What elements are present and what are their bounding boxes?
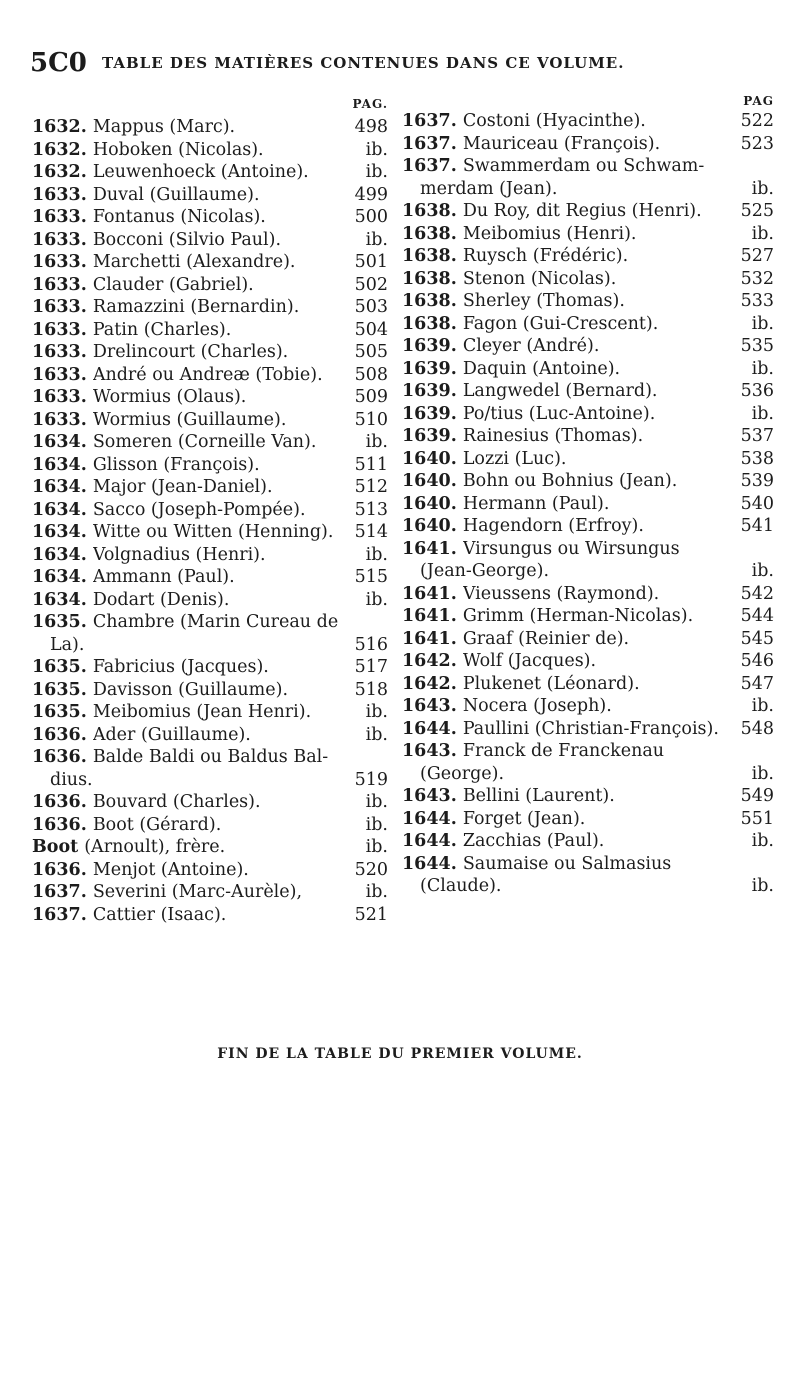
entry-page: 508 [354,364,388,385]
entry-name: Marchetti (Alexandre). [92,252,296,272]
entry-page: ib. [365,229,388,250]
entry-name: Swammerdam ou Schwam- [462,156,705,176]
toc-entry-first-line [32,746,388,769]
toc-entry [402,605,774,628]
entry-year: 1638. [402,313,457,334]
left-wrapped-2 [32,746,388,791]
right-entries-2 [402,200,774,538]
entry-page: 542 [740,583,774,604]
entry-year: 1633. [32,229,87,250]
entry-page: 516 [354,634,388,655]
toc-entry [32,679,388,702]
entry-name: Patin (Charles). [92,319,232,340]
entry-name: Menjot (Antoine). [92,859,249,880]
right-wrapped-4 [402,853,774,898]
entry-name: Paullini (Christian-François). [462,718,719,739]
entry-year: 1643. [402,741,457,761]
entry-name: Duval (Guillaume). [92,184,260,205]
entry-page: ib. [365,837,388,857]
entry-year: 1633. [32,184,87,205]
entry-year: 1633. [32,252,87,272]
entry-name: Davisson (Guillaume). [92,679,289,700]
entry-year: 1634. [32,454,87,475]
entry-year: 1641. [402,583,457,604]
entry-year: 1639. [402,403,457,424]
entry-name: Dodart (Denis). [92,589,230,610]
entry-page: ib. [751,178,774,199]
toc-entry [402,380,774,403]
entry-page: 532 [740,268,774,289]
entry-page: 520 [354,859,388,880]
toc-entry [32,386,388,409]
toc-entry-first-line [402,853,774,876]
toc-entry [32,251,388,274]
entry-name: Cleyer (André). [462,336,600,356]
entry-name: Ruysch (Frédéric). [462,246,629,266]
entry-name: Clauder (Gabriel). [92,274,254,295]
entry-year: 1634. [32,432,87,452]
entry-page: 509 [354,387,388,407]
toc-entry [32,904,388,927]
entry-name: Drelincourt (Charles). [92,342,289,362]
entry-name: Bouvard (Charles). [92,792,261,812]
entry-name: Hagendorn (Erfroy). [462,516,644,536]
entry-page: ib. [365,139,388,160]
entry-page: 533 [740,291,774,311]
entry-year: 1635. [32,702,87,722]
entry-year: 1638. [402,246,457,266]
entry-page: 522 [740,111,774,131]
right-wrapped-1 [402,155,774,200]
entry-year: 1644. [402,718,457,739]
entry-year: 1640. [402,471,457,491]
entry-year: 1635. [32,679,87,700]
entry-page: ib. [751,696,774,716]
entry-year: 1643. [402,786,457,806]
entry-year: 1641. [402,628,457,649]
toc-entry [32,701,388,724]
entry-page: 523 [740,133,774,154]
entry-name-continued: (George). [420,763,505,784]
toc-entry [402,515,774,538]
entry-year: Boot [32,837,79,857]
entry-year: 1640. [402,448,457,469]
toc-entry [402,290,774,313]
left-entries-2 [32,656,388,746]
entry-year: 1636. [32,859,87,880]
entry-name: Bocconi (Silvio Paul). [92,229,282,250]
entry-page: 539 [740,471,774,491]
toc-entry-first-line [402,740,774,763]
entry-year: 1639. [402,426,457,446]
toc-entry-continuation [32,634,388,657]
entry-year: 1637. [32,882,87,902]
entry-name: Meibomius (Henri). [462,223,637,244]
toc-entry [402,358,774,381]
right-entries-1 [402,110,774,155]
entry-page: 512 [354,477,388,497]
entry-name: Grimm (Herman-Nicolas). [462,606,694,626]
entry-page: 548 [740,718,774,739]
entry-page: 498 [354,117,388,137]
entry-name: Plukenet (Léonard). [462,673,640,694]
entry-page: 521 [354,904,388,925]
toc-entry [32,274,388,297]
entry-name: Witte ou Witten (Henning). [92,522,334,542]
entry-name: Mappus (Marc). [92,117,236,137]
right-entries-3 [402,583,774,741]
toc-entry [402,785,774,808]
toc-entry [32,814,388,837]
entry-name: Wormius (Olaus). [92,387,247,407]
toc-entry [32,161,388,184]
toc-entry [402,650,774,673]
toc-entry [402,583,774,606]
toc-entry [32,206,388,229]
entry-name: Severini (Marc-Aurèle), [92,882,303,902]
entry-name: Virsungus ou Wirsungus [462,538,680,559]
right-entries-4 [402,785,774,853]
entry-name: Po/tius (Luc-Antoine). [462,403,656,424]
toc-entry [32,566,388,589]
entry-name: Leuwenhoeck (Antoine). [92,162,309,182]
entry-name: Langwedel (Bernard). [462,381,658,401]
entry-year: 1633. [32,207,87,227]
entry-name: Balde Baldi ou Baldus Bal- [92,747,329,767]
right-wrapped-3 [402,740,774,785]
entry-name: Ammann (Paul). [92,567,235,587]
toc-entry [32,364,388,387]
entry-year: 1637. [32,904,87,925]
toc-entry [402,335,774,358]
toc-entry [402,448,774,471]
entry-page: ib. [365,544,388,565]
toc-entry [32,184,388,207]
entry-name: Volgnadius (Henri). [92,544,266,565]
entry-page: 505 [354,342,388,362]
toc-entry-first-line [402,155,774,178]
entry-year: 1633. [32,319,87,340]
entry-name: Franck de Franckenau [462,741,665,761]
entry-year: 1634. [32,589,87,610]
entry-name: Nocera (Joseph). [462,696,612,716]
entry-page: 501 [354,252,388,272]
entry-page: 503 [354,297,388,317]
left-entries-3 [32,791,388,926]
toc-entry [402,808,774,831]
entry-page: 546 [740,651,774,671]
entry-page: ib. [365,702,388,722]
entry-page: 538 [740,448,774,469]
entry-name: Meibomius (Jean Henri). [92,702,312,722]
toc-entry [32,319,388,342]
toc-entry [32,859,388,882]
entry-page: 502 [354,274,388,295]
toc-entry [32,544,388,567]
toc-entry [32,116,388,139]
toc-entry-first-line [32,611,388,634]
entry-page: 514 [354,522,388,542]
entry-year: 1637. [402,111,457,131]
entry-year: 1636. [32,724,87,745]
entry-page: 510 [354,409,388,430]
toc-entry-continuation [402,875,774,898]
entry-year: 1642. [402,651,457,671]
entry-page: 540 [740,493,774,514]
entry-name: Rainesius (Thomas). [462,426,644,446]
entry-page: ib. [365,724,388,745]
entry-name-continued: (Claude). [420,876,502,896]
left-wrapped-1 [32,611,388,656]
entry-page: ib. [365,814,388,835]
entry-year: 1634. [32,477,87,497]
entry-year: 1637. [402,156,457,176]
entry-page: ib. [751,876,774,896]
toc-entry [32,476,388,499]
entry-page: 527 [740,246,774,266]
left-pag-label: PAG. [352,97,388,111]
entry-name: (Arnoult), frère. [84,837,226,857]
entry-name: Graaf (Reinier de). [462,628,630,649]
entry-name: Lozzi (Luc). [462,448,567,469]
entry-page: 536 [740,381,774,401]
entry-name: Ramazzini (Bernardin). [92,297,300,317]
entry-name-continued: (Jean-George). [420,561,550,581]
entry-year: 1638. [402,201,457,221]
entry-name: Mauriceau (François). [462,133,661,154]
entry-year: 1637. [402,133,457,154]
toc-entry [402,628,774,651]
toc-entry [402,493,774,516]
entry-year: 1632. [32,117,87,137]
entry-name: Costoni (Hyacinthe). [462,111,646,131]
entry-page: ib. [751,223,774,244]
toc-entry [32,499,388,522]
entry-page: ib. [365,589,388,610]
entry-page: 525 [740,201,774,221]
entry-page: ib. [751,403,774,424]
entry-year: 1634. [32,567,87,587]
toc-entry [32,229,388,252]
entry-year: 1636. [32,814,87,835]
entry-year: 1633. [32,387,87,407]
entry-page: 517 [354,657,388,677]
toc-entry [402,673,774,696]
entry-year: 1634. [32,544,87,565]
entry-name: Bohn ou Bohnius (Jean). [462,471,678,491]
entry-name: Boot (Gérard). [92,814,222,835]
entry-name-continued: merdam (Jean). [420,178,558,199]
toc-entry [402,425,774,448]
toc-entry [402,245,774,268]
entry-page: ib. [365,882,388,902]
entry-page: 544 [740,606,774,626]
entry-page: ib. [751,763,774,784]
entry-year: 1640. [402,516,457,536]
entry-page: ib. [365,792,388,812]
entry-year: 1634. [32,522,87,542]
entry-name: Saumaise ou Salmasius [462,853,672,874]
entry-year: 1638. [402,223,457,244]
toc-entry [402,695,774,718]
entry-name: Daquin (Antoine). [462,358,621,379]
entry-year: 1634. [32,499,87,520]
entry-name: Hoboken (Nicolas). [92,139,264,160]
entry-name-continued: dius. [50,769,93,790]
entry-year: 1633. [32,364,87,385]
entry-page: 545 [740,628,774,649]
entry-name: Zacchias (Paul). [462,831,605,851]
end-of-table-note: FIN DE LA TABLE DU PREMIER VOLUME. [217,1046,583,1062]
toc-entry [402,403,774,426]
entry-year: 1635. [32,657,87,677]
toc-entry-continuation [402,560,774,583]
toc-entry [402,470,774,493]
entry-year: 1635. [32,612,87,632]
entry-page: 499 [354,184,388,205]
toc-entry [32,724,388,747]
entry-page: ib. [365,432,388,452]
entry-year: 1633. [32,297,87,317]
entry-year: 1639. [402,358,457,379]
entry-page: 535 [740,336,774,356]
entry-page: 541 [740,516,774,536]
entry-year: 1644. [402,808,457,829]
entry-name: Major (Jean-Daniel). [92,477,273,497]
entry-page: ib. [751,561,774,581]
toc-entry-continuation [402,763,774,786]
page-number: 5C0 [30,48,87,78]
entry-name: Ader (Guillaume). [92,724,251,745]
entry-name: Fabricius (Jacques). [92,657,269,677]
entry-year: 1632. [32,162,87,182]
entry-year: 1642. [402,673,457,694]
entry-name: Du Roy, dit Regius (Henri). [462,201,702,221]
entry-year: 1641. [402,606,457,626]
right-pag-label: PAG [743,94,774,108]
entry-page: 511 [354,454,388,475]
toc-entry [402,133,774,156]
entry-year: 1636. [32,747,87,767]
entry-name: Bellini (Laurent). [462,786,615,806]
toc-entry [32,431,388,454]
toc-entry [32,296,388,319]
entry-page: 537 [740,426,774,446]
entry-name: Forget (Jean). [462,808,586,829]
entry-name: André ou Andreæ (Tobie). [92,364,323,385]
page-header [30,48,770,88]
entry-page: 515 [354,567,388,587]
entry-page: 519 [354,769,388,790]
toc-entry [402,268,774,291]
toc-entry-continuation [32,769,388,792]
entry-page: 547 [740,673,774,694]
entry-name: Sherley (Thomas). [462,291,625,311]
toc-entry [32,791,388,814]
entry-name-continued: La). [50,634,85,655]
entry-year: 1644. [402,831,457,851]
entry-page: 549 [740,786,774,806]
entry-year: 1643. [402,696,457,716]
entry-name: Vieussens (Raymond). [462,583,660,604]
entry-year: 1633. [32,274,87,295]
entry-page: 504 [354,319,388,340]
entry-name: Glisson (François). [92,454,260,475]
entry-name: Stenon (Nicolas). [462,268,617,289]
toc-entry [32,836,388,859]
entry-page: ib. [751,313,774,334]
entry-name: Wolf (Jacques). [462,651,597,671]
entry-year: 1638. [402,268,457,289]
entry-name: Fagon (Gui-Crescent). [462,313,659,334]
entry-page: 518 [354,679,388,700]
entry-year: 1640. [402,493,457,514]
toc-entry [402,223,774,246]
entry-year: 1641. [402,538,457,559]
entry-page: ib. [751,831,774,851]
toc-entry [402,313,774,336]
entry-name: Fontanus (Nicolas). [92,207,266,227]
toc-entry [402,830,774,853]
entry-year: 1638. [402,291,457,311]
toc-entry [32,881,388,904]
toc-entry [32,589,388,612]
entry-page: ib. [365,162,388,182]
entry-year: 1636. [32,792,87,812]
entry-name: Someren (Corneille Van). [92,432,317,452]
entry-name: Hermann (Paul). [462,493,610,514]
left-entries-1 [32,116,388,611]
left-column [32,92,388,926]
entry-year: 1639. [402,381,457,401]
toc-entry-continuation [402,178,774,201]
entry-name: Wormius (Guillaume). [92,409,287,430]
right-wrapped-2 [402,538,774,583]
entry-name: Cattier (Isaac). [92,904,227,925]
toc-entry [32,409,388,432]
toc-entry [32,341,388,364]
entry-year: 1633. [32,342,87,362]
running-title: TABLE DES MATIÈRES CONTENUES DANS CE VOLUME. [102,54,625,72]
toc-entry [32,656,388,679]
entry-page: ib. [751,358,774,379]
right-column [402,92,774,898]
entry-name: Chambre (Marin Cureau de [92,612,339,632]
toc-entry [32,454,388,477]
toc-entry [402,110,774,133]
entry-page: 551 [740,808,774,829]
entry-year: 1632. [32,139,87,160]
toc-entry [402,200,774,223]
entry-year: 1639. [402,336,457,356]
entry-year: 1633. [32,409,87,430]
entry-name: Sacco (Joseph-Pompée). [92,499,306,520]
toc-entry-first-line [402,538,774,561]
toc-entry [32,521,388,544]
entry-year: 1644. [402,853,457,874]
toc-entry [32,139,388,162]
entry-page: 500 [354,207,388,227]
entry-page: 513 [354,499,388,520]
toc-entry [402,718,774,741]
